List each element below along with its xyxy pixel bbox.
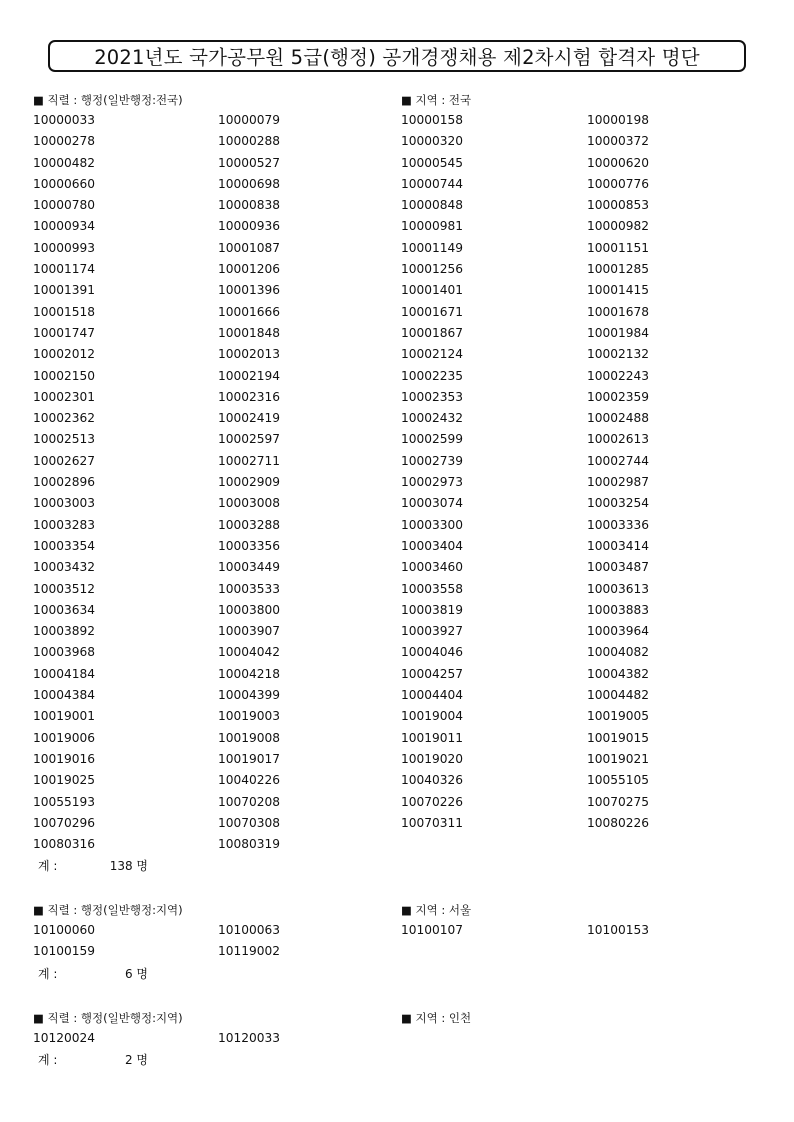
candidate-number: 10000776: [587, 176, 650, 191]
candidate-number: 10001867: [401, 325, 464, 340]
candidate-number: 10004082: [587, 645, 650, 660]
candidate-number: 10001391: [33, 283, 96, 298]
candidate-number: 10001174: [33, 262, 96, 277]
candidate-number: 10003968: [33, 645, 96, 660]
candidate-number: 10003487: [587, 560, 650, 575]
candidate-number: 10019021: [587, 751, 650, 766]
candidate-number: 10001848: [218, 325, 281, 340]
exam-section: [0, 900, 794, 983]
candidate-number: 10002739: [401, 453, 464, 468]
candidate-number: 10000936: [218, 219, 281, 234]
candidate-number: 10019011: [401, 730, 464, 745]
candidate-number: 10002987: [587, 475, 650, 490]
candidate-number: 10003512: [33, 581, 96, 596]
candidate-number: 10002124: [401, 347, 464, 362]
candidate-number: 10001678: [587, 304, 650, 319]
table-row: [0, 259, 794, 280]
candidate-number: 10070296: [33, 815, 96, 830]
candidate-number: 10003008: [218, 496, 281, 511]
candidate-number: 10002235: [401, 368, 464, 383]
section-header: [0, 900, 794, 920]
job-series-label: ■ 직렬 : 행정(일반행정:지역): [33, 903, 183, 917]
candidate-number: 10100063: [218, 923, 281, 937]
candidate-number: 10003432: [33, 560, 96, 575]
table-row: [0, 557, 794, 578]
table-row: [0, 323, 794, 344]
candidate-number: 10002613: [587, 432, 650, 447]
candidate-number: 10000981: [401, 219, 464, 234]
table-row: [0, 451, 794, 472]
candidate-number: 10019003: [218, 709, 281, 724]
table-row: [0, 536, 794, 557]
candidate-number: 10000033: [33, 113, 96, 127]
table-row: [0, 920, 794, 941]
candidate-number: 10002013: [218, 347, 281, 362]
table-row: [0, 834, 794, 855]
candidate-number: 10003819: [401, 602, 464, 617]
candidate-number: 10003892: [33, 624, 96, 639]
table-row: [0, 792, 794, 813]
table-row: [0, 749, 794, 770]
candidate-number: 10003883: [587, 602, 650, 617]
candidate-number: 10002012: [33, 347, 96, 362]
candidate-number: 10003449: [218, 560, 281, 575]
total-label: 계 :: [38, 859, 58, 874]
candidate-number: 10003460: [401, 560, 464, 575]
candidate-number: 10019001: [33, 709, 96, 724]
candidate-number: 10001149: [401, 240, 464, 255]
candidate-number: 10002432: [401, 411, 464, 426]
candidate-number: 10000982: [587, 219, 650, 234]
region-label: ■ 지역 : 인천: [401, 1011, 472, 1025]
candidate-number: 10019017: [218, 751, 281, 766]
table-row: [0, 195, 794, 216]
candidate-number: 10004257: [401, 666, 464, 681]
candidate-number: 10019005: [587, 709, 650, 724]
candidate-number: 10080226: [587, 815, 650, 830]
candidate-number: 10000934: [33, 219, 96, 234]
candidate-number: 10004184: [33, 666, 96, 681]
candidate-number: 10000545: [401, 155, 464, 170]
candidate-number: 10002488: [587, 411, 650, 426]
candidate-number: 10001666: [218, 304, 281, 319]
candidate-number: 10003254: [587, 496, 650, 511]
total-count: 2 명: [124, 1053, 148, 1068]
candidate-number: 10003003: [33, 496, 96, 511]
document-title: 2021년도 국가공무원 5급(행정) 공개경쟁채용 제2차시험 합격자 명단: [48, 40, 746, 72]
candidate-number: 10003356: [218, 538, 281, 553]
table-row: [0, 344, 794, 365]
table-row: [0, 813, 794, 834]
candidate-number: 10003927: [401, 624, 464, 639]
candidate-number: 10002301: [33, 389, 96, 404]
candidate-number: 10003800: [218, 602, 281, 617]
candidate-number: 10000198: [587, 113, 650, 127]
candidate-number: 10001401: [401, 283, 464, 298]
candidate-number: 10040326: [401, 773, 464, 788]
table-row: [0, 664, 794, 685]
candidate-number: 10000527: [218, 155, 281, 170]
candidate-number: 10003336: [587, 517, 650, 532]
candidate-number: 10070226: [401, 794, 464, 809]
candidate-number-grid: [0, 110, 794, 855]
candidate-number: 10002419: [218, 411, 281, 426]
table-row: [0, 770, 794, 791]
region-label: ■ 지역 : 서울: [401, 903, 472, 917]
candidate-number: 10000372: [587, 134, 650, 149]
candidate-number: 10003907: [218, 624, 281, 639]
candidate-number: 10003288: [218, 517, 281, 532]
candidate-number: 10002711: [218, 453, 281, 468]
table-row: [0, 302, 794, 323]
candidate-number: 10100107: [401, 923, 464, 937]
table-row: [0, 706, 794, 727]
table-row: [0, 685, 794, 706]
candidate-number: 10000320: [401, 134, 464, 149]
candidate-number: 10003404: [401, 538, 464, 553]
candidate-number: 10003414: [587, 538, 650, 553]
candidate-number-grid: [0, 920, 794, 963]
candidate-number: 10004404: [401, 688, 464, 703]
table-row: [0, 621, 794, 642]
candidate-number: 10002150: [33, 368, 96, 383]
total-count: 138 명: [109, 859, 148, 874]
table-row: [0, 238, 794, 259]
candidate-number: 10080319: [218, 837, 281, 852]
candidate-number: 10004399: [218, 688, 281, 703]
section-header: [0, 90, 794, 110]
table-row: [0, 408, 794, 429]
candidate-number: 10002597: [218, 432, 281, 447]
candidate-number: 10001206: [218, 262, 281, 277]
candidate-number: 10055193: [33, 794, 96, 809]
candidate-number: 10002973: [401, 475, 464, 490]
candidate-number: 10003354: [33, 538, 96, 553]
candidate-number: 10000780: [33, 198, 96, 213]
table-row: [0, 110, 794, 131]
region-label: ■ 지역 : 전국: [401, 93, 472, 107]
candidate-number: 10040226: [218, 773, 281, 788]
exam-section: [0, 1008, 794, 1069]
candidate-number: 10019016: [33, 751, 96, 766]
total-label: 계 :: [38, 966, 58, 981]
job-series-label: ■ 직렬 : 행정(일반행정:전국): [33, 93, 183, 107]
candidate-number: 10002909: [218, 475, 281, 490]
total-count: 6 명: [124, 966, 148, 981]
section-total: [0, 1049, 794, 1069]
candidate-number: 10002243: [587, 368, 650, 383]
table-row: [0, 131, 794, 152]
candidate-number: 10004046: [401, 645, 464, 660]
candidate-number: 10002353: [401, 389, 464, 404]
candidate-number: 10000848: [401, 198, 464, 213]
table-row: [0, 515, 794, 536]
candidate-number: 10019025: [33, 773, 96, 788]
candidate-number: 10002744: [587, 453, 650, 468]
candidate-number: 10070308: [218, 815, 281, 830]
candidate-number: 10004384: [33, 688, 96, 703]
candidate-number: 10000158: [401, 113, 464, 127]
table-row: [0, 728, 794, 749]
candidate-number: 10000744: [401, 176, 464, 191]
candidate-number: 10002359: [587, 389, 650, 404]
exam-section: [0, 90, 794, 875]
candidate-number: 10070208: [218, 794, 281, 809]
candidate-number: 10004482: [587, 688, 650, 703]
candidate-number: 10100159: [33, 944, 96, 959]
table-row: [0, 429, 794, 450]
candidate-number: 10003634: [33, 602, 96, 617]
candidate-number: 10070275: [587, 794, 650, 809]
candidate-number: 10000288: [218, 134, 281, 149]
candidate-number: 10002896: [33, 475, 96, 490]
candidate-number: 10019006: [33, 730, 96, 745]
candidate-number: 10004382: [587, 666, 650, 681]
candidate-number: 10000278: [33, 134, 96, 149]
candidate-number: 10003300: [401, 517, 464, 532]
candidate-number: 10002513: [33, 432, 96, 447]
table-row: [0, 174, 794, 195]
section-total: [0, 963, 794, 983]
candidate-number: 10019004: [401, 709, 464, 724]
candidate-number: 10000079: [218, 113, 281, 127]
table-row: [0, 941, 794, 962]
table-row: [0, 153, 794, 174]
candidate-number: 10001396: [218, 283, 281, 298]
candidate-number: 10070311: [401, 815, 464, 830]
section-header: [0, 1008, 794, 1028]
candidate-number: 10001285: [587, 262, 650, 277]
candidate-number-grid: [0, 1028, 794, 1049]
table-row: [0, 579, 794, 600]
candidate-number: 10002194: [218, 368, 281, 383]
candidate-number: 10001747: [33, 325, 96, 340]
candidate-number: 10003558: [401, 581, 464, 596]
candidate-number: 10004042: [218, 645, 281, 660]
section-total: [0, 855, 794, 875]
candidate-number: 10019015: [587, 730, 650, 745]
table-row: [0, 366, 794, 387]
table-row: [0, 493, 794, 514]
candidate-number: 10100153: [587, 923, 650, 937]
candidate-number: 10003074: [401, 496, 464, 511]
candidate-number: 10019020: [401, 751, 464, 766]
table-row: [0, 472, 794, 493]
candidate-number: 10000620: [587, 155, 650, 170]
candidate-number: 10080316: [33, 837, 96, 852]
candidate-number: 10019008: [218, 730, 281, 745]
candidate-number: 10002362: [33, 411, 96, 426]
candidate-number: 10004218: [218, 666, 281, 681]
candidate-number: 10003533: [218, 581, 281, 596]
job-series-label: ■ 직렬 : 행정(일반행정:지역): [33, 1011, 183, 1025]
candidate-number: 10003283: [33, 517, 96, 532]
total-label: 계 :: [38, 1053, 58, 1068]
candidate-number: 10055105: [587, 773, 650, 788]
candidate-number: 10000838: [218, 198, 281, 213]
candidate-number: 10001518: [33, 304, 96, 319]
candidate-number: 10001256: [401, 262, 464, 277]
candidate-number: 10002627: [33, 453, 96, 468]
candidate-number: 10000993: [33, 240, 96, 255]
table-row: [0, 1028, 794, 1049]
candidate-number: 10120033: [218, 1031, 281, 1045]
candidate-number: 10003964: [587, 624, 650, 639]
table-row: [0, 642, 794, 663]
table-row: [0, 600, 794, 621]
candidate-number: 10003613: [587, 581, 650, 596]
candidate-number: 10000698: [218, 176, 281, 191]
candidate-number: 10001671: [401, 304, 464, 319]
candidate-number: 10100060: [33, 923, 96, 937]
candidate-number: 10002132: [587, 347, 650, 362]
candidate-number: 10001087: [218, 240, 281, 255]
candidate-number: 10000482: [33, 155, 96, 170]
table-row: [0, 216, 794, 237]
candidate-number: 10001415: [587, 283, 650, 298]
table-row: [0, 387, 794, 408]
candidate-number: 10000660: [33, 176, 96, 191]
candidate-number: 10001151: [587, 240, 650, 255]
candidate-number: 10001984: [587, 325, 650, 340]
candidate-number: 10120024: [33, 1031, 96, 1045]
candidate-number: 10002599: [401, 432, 464, 447]
candidate-number: 10119002: [218, 944, 281, 959]
table-row: [0, 280, 794, 301]
candidate-number: 10002316: [218, 389, 281, 404]
candidate-number: 10000853: [587, 198, 650, 213]
